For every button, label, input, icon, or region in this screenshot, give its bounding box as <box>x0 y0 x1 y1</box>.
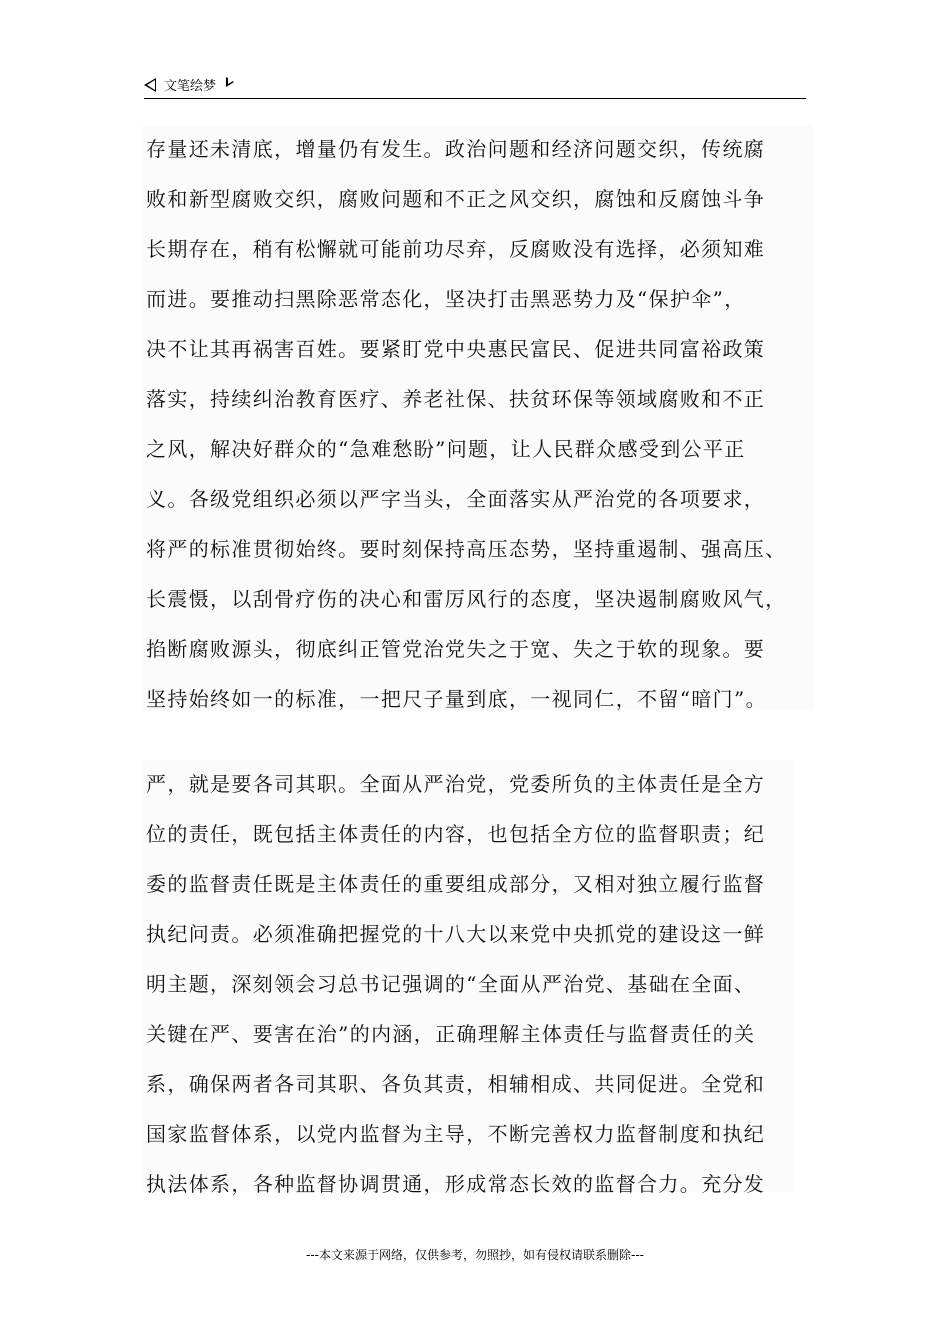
text-line: 掐断腐败源头，彻底纠正管党治党失之于宽、失之于软的现象。要 <box>146 637 766 661</box>
text-line: 将严的标准贯彻始终。要时刻保持高压态势，坚持重遏制、强高压、 <box>146 537 787 561</box>
text-line: 位的责任，既包括主体责任的内容，也包括全方位的监督职责；纪 <box>146 822 766 846</box>
text-line: 坚持始终如一的标准，一把尺子量到底，一视同仁，不留“暗门”。 <box>146 687 767 711</box>
text-line: 委的监督责任既是主体责任的重要组成部分，又相对独立履行监督 <box>146 872 766 896</box>
text-line: 系，确保两者各司其职、各负其责，相辅相成、共同促进。全党和 <box>146 1072 766 1096</box>
page-footer: ---本文来源于网络，仅供参考，勿照抄，如有侵权请联系删除--- <box>306 1248 644 1262</box>
text-line: 而进。要推动扫黑除恶常态化，坚决打击黑恶势力及“保护伞”， <box>146 287 746 311</box>
text-line: 执纪问责。必须准确把握党的十八大以来党中央抓党的建设这一鲜 <box>146 922 766 946</box>
text-line: 义。各级党组织必须以严字当头，全面落实从严治党的各项要求， <box>146 487 766 511</box>
paragraph-2 <box>142 760 794 1196</box>
paragraph-1 <box>142 125 814 711</box>
header-title: 文笔绘梦 <box>164 79 217 94</box>
text-line: 决不让其再祸害百姓。要紧盯党中央惠民富民、促进共同富裕政策 <box>146 337 766 361</box>
text-line: 存量还未清底，增量仍有发生。政治问题和经济问题交织，传统腐 <box>146 137 766 161</box>
text-line: 长期存在，稍有松懈就可能前功尽弃，反腐败没有选择，必须知难 <box>146 237 766 261</box>
text-line: 之风，解决好群众的“急难愁盼”问题，让人民群众感受到公平正 <box>146 437 746 461</box>
text-line: 败和新型腐败交织，腐败问题和不正之风交织，腐蚀和反腐蚀斗争 <box>146 187 766 211</box>
triangle-right-icon <box>226 77 234 87</box>
text-line: 国家监督体系，以党内监督为主导，不断完善权力监督制度和执纪 <box>146 1122 766 1146</box>
header-brand <box>144 75 234 94</box>
text-line: 执法体系，各种监督协调贯通，形成常态长效的监督合力。充分发 <box>146 1172 766 1196</box>
text-line: 严，就是要各司其职。全面从严治党，党委所负的主体责任是全方 <box>146 772 766 796</box>
text-line: 落实，持续纠治教育医疗、养老社保、扶贫环保等领域腐败和不正 <box>146 387 766 411</box>
text-line: 长震慑，以刮骨疗伤的决心和雷厉风行的态度，坚决遏制腐败风气， <box>146 587 787 611</box>
page-header <box>144 72 806 99</box>
text-line: 明主题，深刻领会习总书记强调的“全面从严治党、基础在全面、 <box>146 972 756 996</box>
triangle-left-icon <box>144 78 156 92</box>
text-line: 关键在严、要害在治”的内涵，正确理解主体责任与监督责任的关 <box>146 1022 756 1046</box>
